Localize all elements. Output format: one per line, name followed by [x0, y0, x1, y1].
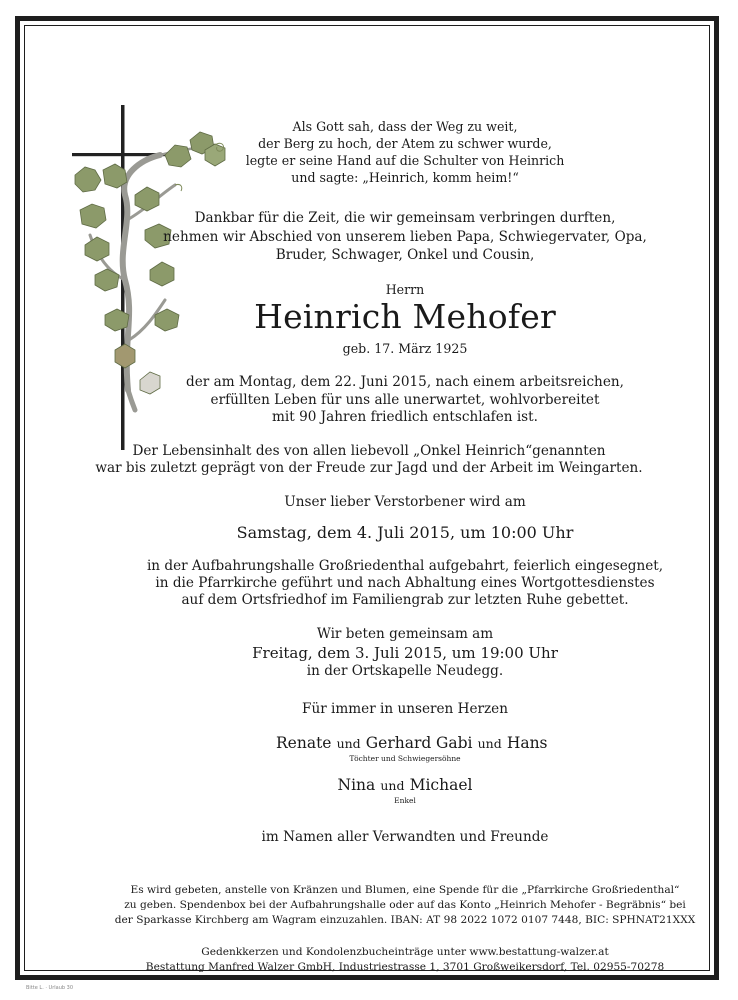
family-second-name: Gerhard	[365, 734, 432, 752]
family-first-name: Nina	[337, 776, 376, 794]
salutation: Herrn	[385, 282, 425, 297]
leaf	[135, 187, 159, 211]
funeral-detail-line: in der Aufbahrungshalle Großriedenthal aufgebahrt, feierlich eingesegnet,	[146, 558, 664, 574]
funeral-detail-line: auf dem Ortsfriedhof im Familiengrab zur letzten Ruhe gebettet.	[181, 592, 629, 608]
undertaker-line: Bestattung Manfred Walzer GmbH, Industriestrasse 1, 3701 Großweikersdorf, Tel. 02955-70278	[145, 961, 665, 973]
death-line: der am Montag, dem 22. Juni 2015, nach einem arbeitsreichen,	[186, 374, 624, 390]
deceased-name: Heinrich Mehofer	[254, 297, 556, 336]
life-line: Der Lebensinhalt des von allen liebevoll „Onkel Heinrich“genannten	[132, 443, 606, 459]
poem-line: Als Gott sah, dass der Weg zu weit,	[292, 119, 518, 134]
family-pair-2	[436, 733, 548, 754]
leaf	[85, 237, 109, 261]
leaf	[140, 372, 160, 394]
intro-line: Bruder, Schwager, Onkel und Cousin,	[275, 247, 535, 263]
donation-line: Es wird gebeten, anstelle von Kränzen und Blumen, eine Spende für die „Pfarrkirche Großriedenthal“	[130, 884, 680, 896]
poem-line: der Berg zu hoch, der Atem zu schwer wurde,	[258, 136, 552, 151]
leaf	[150, 262, 174, 286]
forever-line: Für immer in unseren Herzen	[302, 701, 508, 717]
leaf	[105, 309, 129, 331]
leaf	[80, 204, 106, 228]
funeral-intro: Unser lieber Verstorbener wird am	[284, 494, 526, 510]
funeral-date: Samstag, dem 4. Juli 2015, um 10:00 Uhr	[236, 523, 574, 542]
poem-line: und sagte: „Heinrich, komm heim!“	[291, 170, 519, 185]
family-second-name: Michael	[409, 776, 473, 794]
prayer-line: Wir beten gemeinsam am	[316, 626, 494, 642]
donation-line: der Sparkasse Kirchberg am Wagram einzuzahlen. IBAN: AT 98 2022 1072 0107 7448, BIC: SPHNAT21XXX	[114, 914, 696, 926]
family-role: Töchter und Schwiegersöhne	[349, 754, 461, 763]
family-pair-1	[276, 733, 431, 754]
family-und: und	[380, 778, 405, 793]
family-und: und	[477, 736, 502, 751]
death-line: mit 90 Jahren friedlich entschlafen ist.	[272, 409, 538, 425]
relatives-line: im Namen aller Verwandten und Freunde	[261, 829, 549, 845]
prayer-location: in der Ortskapelle Neudegg.	[306, 663, 504, 679]
leaf	[155, 309, 179, 331]
undertaker-line: Gedenkkerzen und Kondolenzbucheinträge unter www.bestattung-walzer.at	[201, 946, 609, 958]
donation-line: zu geben. Spendenbox bei der Aufbahrungshalle oder auf das Konto „Heinrich Mehofer - Begräbnis“ bei	[124, 899, 686, 911]
family-pair-3	[338, 775, 473, 796]
leaf	[75, 167, 101, 192]
family-role: Enkel	[394, 796, 416, 805]
family-first-name: Renate	[276, 734, 332, 752]
poem-line: legte er seine Hand auf die Schulter von Heinrich	[245, 153, 565, 168]
family-second-name: Hans	[506, 734, 548, 752]
intro-line: nehmen wir Abschied von unserem lieben Papa, Schwiegervater, Opa,	[163, 229, 647, 245]
death-line: erfüllten Leben für uns alle unerwartet, wohlvorbereitet	[210, 392, 600, 408]
print-footnote: Bitte L. · Urlaub 30	[26, 985, 74, 991]
family-first-name: Gabi	[436, 734, 473, 752]
family-und: und	[336, 736, 361, 751]
funeral-detail-line: in die Pfarrkirche geführt und nach Abhaltung eines Wortgottesdienstes	[155, 575, 655, 591]
leaf	[115, 344, 135, 368]
birth-date: geb. 17. März 1925	[342, 341, 468, 356]
life-line: war bis zuletzt geprägt von der Freude zur Jagd und der Arbeit im Weingarten.	[95, 460, 643, 476]
prayer-date: Freitag, dem 3. Juli 2015, um 19:00 Uhr	[252, 644, 558, 662]
intro-line: Dankbar für die Zeit, die wir gemeinsam verbringen durften,	[194, 210, 616, 226]
vine-leaves	[75, 132, 225, 394]
leaf	[165, 145, 191, 167]
